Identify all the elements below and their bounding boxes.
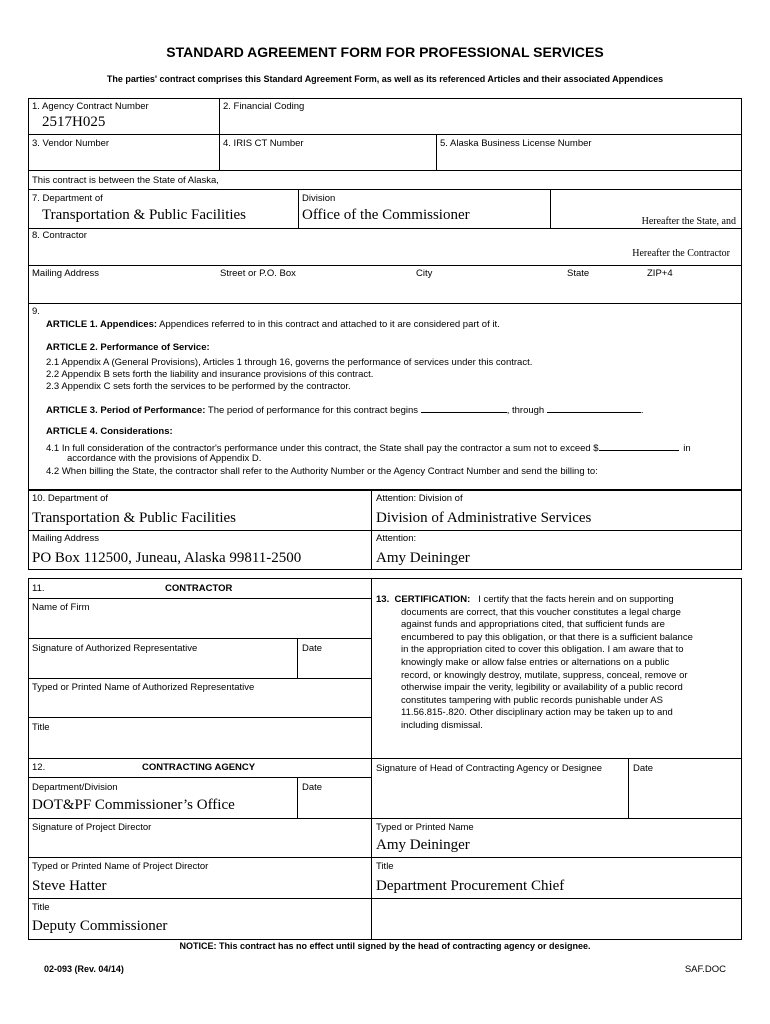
- certification-line: documents are correct, that this voucher constitutes a legal charge: [401, 606, 681, 618]
- article-4-heading: ARTICLE 4. Considerations:: [46, 426, 173, 437]
- department-division-value[interactable]: DOT&PF Commissioner’s Office: [32, 797, 235, 813]
- certification-heading: CERTIFICATION:: [394, 594, 471, 605]
- article-2-heading: ARTICLE 2. Performance of Service:: [46, 342, 210, 353]
- certification-text: [376, 594, 734, 733]
- article-3-heading: ARTICLE 3. Period of Performance:: [46, 405, 206, 416]
- zip-label: ZIP+4: [647, 268, 673, 279]
- start-date-blank[interactable]: [421, 403, 507, 413]
- article-2-line-1: 2.1 Appendix A (General Provisions), Articles 1 through 16, governs the performance of services under this contract.: [46, 357, 533, 368]
- division-value[interactable]: Office of the Commissioner: [302, 207, 470, 223]
- attention-label: Attention:: [376, 533, 417, 544]
- contract-between-text: This contract is between the State of Alaska,: [32, 175, 219, 186]
- attention-division-value[interactable]: Division of Administrative Services: [376, 510, 592, 526]
- business-license-label: 5. Alaska Business License Number: [440, 138, 592, 149]
- certification-line: against funds and appropriations cited, that sufficient funds are: [401, 619, 665, 631]
- project-director-title[interactable]: Deputy Commissioner: [32, 918, 168, 934]
- contractor-label: 8. Contractor: [32, 230, 87, 241]
- billing-mailing-label: Mailing Address: [32, 533, 100, 544]
- iris-ct-number-label: 4. IRIS CT Number: [223, 138, 304, 149]
- form-title: STANDARD AGREEMENT FORM FOR PROFESSIONAL SERVICES: [166, 44, 604, 60]
- division-label: Division: [302, 193, 336, 204]
- department-division-label: Department/Division: [32, 782, 118, 793]
- agency-head-title-label: Title: [376, 861, 394, 872]
- project-director-name[interactable]: Steve Hatter: [32, 878, 107, 894]
- street-label: Street or P.O. Box: [220, 268, 296, 279]
- article-4-line-1b: accordance with the provisions of Appendix D.: [67, 453, 262, 464]
- article-3-text: The period of performance for this contract begins: [205, 405, 419, 416]
- certification-line: constitutes tampering with public records punishable under AS: [401, 694, 663, 706]
- article-3-through: , through: [506, 405, 545, 416]
- contractor-title-label: Title: [32, 722, 50, 733]
- department-value[interactable]: Transportation & Public Facilities: [42, 207, 247, 223]
- attention-value[interactable]: Amy Deininger: [376, 550, 470, 566]
- agency-section-heading: CONTRACTING AGENCY: [142, 762, 256, 773]
- article-1-heading: ARTICLE 1. Appendices:: [46, 319, 158, 330]
- authorized-signature-label: Signature of Authorized Representative: [32, 643, 198, 654]
- billing-department-value[interactable]: Transportation & Public Facilities: [32, 510, 237, 526]
- contractor-date-label: Date: [302, 643, 323, 654]
- article-4-line-2: 4.2 When billing the State, the contractor shall refer to the Authority Number or the Agency Contract Number and send the billing to:: [46, 466, 598, 477]
- certification-number: 13.: [376, 594, 390, 605]
- notice-text: NOTICE: This contract has no effect until signed by the head of contracting agency or designee.: [179, 941, 591, 951]
- state-label: State: [567, 268, 590, 279]
- article-1: [46, 319, 500, 331]
- financial-coding-label: 2. Financial Coding: [223, 101, 305, 112]
- certification-line: 11.56.815-.820. Other disciplinary action may be taken up to and: [401, 707, 673, 719]
- authorized-typed-name-label: Typed or Printed Name of Authorized Representative: [32, 682, 255, 693]
- certification-line: I certify that the facts herein and on supporting: [478, 594, 674, 605]
- agency-head-title-value[interactable]: Department Procurement Chief: [376, 878, 565, 894]
- certification-line: otherwise impair the verity, legibility or availability of a public record: [401, 682, 683, 694]
- typed-name-label: Typed or Printed Name: [376, 822, 474, 833]
- amount-blank[interactable]: [599, 441, 679, 451]
- project-director-signature-label: Signature of Project Director: [32, 822, 152, 833]
- agency-section-number: 12.: [32, 762, 46, 773]
- certification-line: in the appropriation cited to cover this obligation. I am aware that to: [401, 644, 684, 656]
- typed-name-value[interactable]: Amy Deininger: [376, 837, 470, 853]
- article-2-line-3: 2.3 Appendix C sets forth the services to be performed by the contractor.: [46, 381, 351, 392]
- hereafter-contractor-text: Hereafter the Contractor: [632, 248, 730, 259]
- certification-line: encumbered to pay this obligation, or that there is a sufficient balance: [401, 631, 693, 643]
- form-number: 02-093 (Rev. 04/14): [44, 964, 124, 974]
- attention-division-label: Attention: Division of: [376, 493, 463, 504]
- form-subtitle: The parties' contract comprises this Standard Agreement Form, as well as its referenced Articles and their associated Appendices: [106, 74, 664, 84]
- certification-line: including dismissal.: [401, 719, 483, 731]
- project-director-typed-label: Typed or Printed Name of Project Director: [32, 861, 209, 872]
- article-2-line-2: 2.2 Appendix B sets forth the liability and insurance provisions of this contract.: [46, 369, 374, 380]
- city-label: City: [416, 268, 433, 279]
- billing-mailing-value[interactable]: PO Box 112500, Juneau, Alaska 99811-2500: [32, 550, 302, 566]
- article-4-in: in: [683, 443, 691, 454]
- billing-department-label: 10. Department of: [32, 493, 109, 504]
- agency-head-signature-label: Signature of Head of Contracting Agency or Designee: [376, 763, 603, 774]
- certification-line: knowingly make or allow false entries or alternations on a public: [401, 656, 670, 668]
- department-label: 7. Department of: [32, 193, 103, 204]
- article-1-text: Appendices referred to in this contract and attached to it are considered part of it.: [157, 319, 500, 330]
- articles-number: 9.: [32, 306, 40, 317]
- document-name: SAF.DOC: [684, 964, 726, 975]
- certification-line: record, or knowingly destroy, mutilate, suppress, conceal, remove or: [401, 669, 688, 681]
- contractor-section-number: 11.: [32, 583, 45, 594]
- end-date-blank[interactable]: [547, 403, 641, 413]
- contractor-section-heading: CONTRACTOR: [165, 583, 233, 594]
- vendor-number-label: 3. Vendor Number: [32, 138, 110, 149]
- firm-name-label: Name of Firm: [32, 602, 90, 613]
- mailing-address-label: Mailing Address: [32, 268, 100, 279]
- agency-contract-number-label: 1. Agency Contract Number: [32, 101, 149, 112]
- parties-section: [28, 98, 742, 304]
- agency-contract-number[interactable]: 2517H025: [42, 114, 106, 130]
- agency-date-label: Date: [302, 782, 323, 793]
- article-3: ARTICLE 3. Period of Performance: The period of performance for this contract begins , through .: [46, 405, 644, 416]
- hereafter-state-text: Hereafter the State, and: [641, 216, 736, 227]
- agency-head-date-label: Date: [633, 763, 654, 774]
- article-4-line-1-text: 4.1 In full consideration of the contractor's performance under this contract, the State shall pay the contractor a sum not to exceed $: [46, 443, 599, 454]
- project-director-title-label: Title: [32, 902, 50, 913]
